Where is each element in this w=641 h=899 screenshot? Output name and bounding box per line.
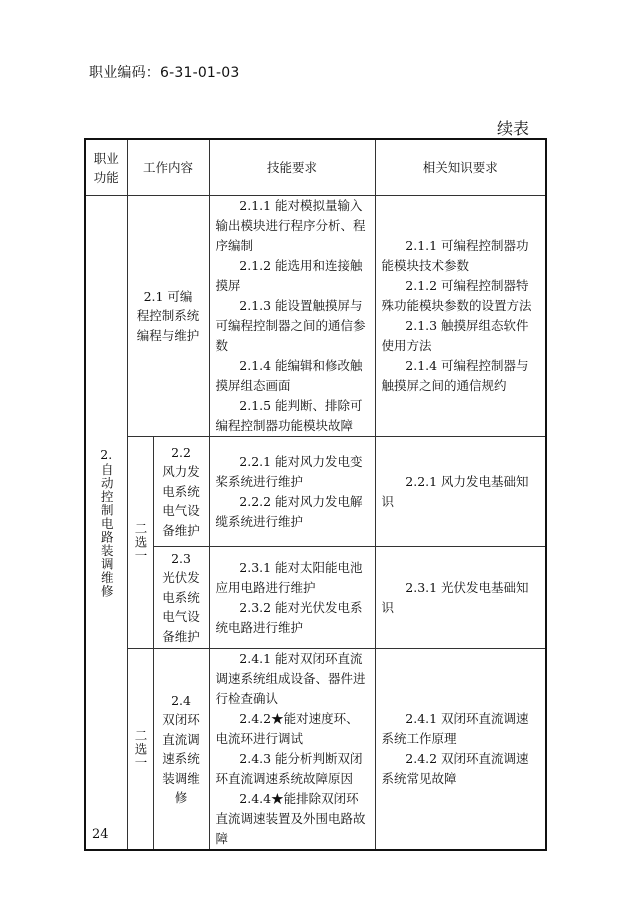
knowledge-item: 2.1.4 可编程控制器与触摸屏之间的通信规约 (381, 358, 529, 393)
knowledge-cell (375, 196, 546, 437)
skill-item: 2.4.3 能分析判断双闭环直流调速系统故障原因 (215, 751, 363, 786)
content-line: 编程与维护 (136, 327, 200, 343)
skill-item: 2.1.2 能选用和连接触摸屏 (215, 258, 363, 293)
content-text (154, 691, 209, 808)
choose-one-cell (127, 649, 153, 851)
knowledge-cell (375, 547, 546, 649)
skills-text (210, 558, 375, 638)
skill-item: 2.3.1 能对太阳能电池应用电路进行维护 (215, 559, 363, 595)
function-cell (85, 196, 127, 851)
page-number: 24 (92, 827, 109, 842)
content-line: 2.1 可编 (143, 288, 193, 304)
content-cell (153, 547, 209, 649)
function-name: 自动控制电路装调维修 (99, 463, 115, 598)
content-line: 2.4 (171, 692, 191, 708)
content-line: 双闭环 (162, 712, 200, 727)
content-line: 装调维 (162, 770, 200, 786)
choose-one-cell (127, 437, 153, 649)
content-line: 速系统 (162, 751, 200, 766)
content-line: 风力发 (162, 464, 200, 480)
knowledge-item: 2.4.1 双闭环直流调速系统工作原理 (381, 711, 529, 746)
knowledge-text (376, 472, 546, 512)
content-cell (127, 196, 209, 437)
knowledge-text (376, 236, 546, 396)
knowledge-item: 2.1.3 触摸屏组态软件使用方法 (381, 318, 529, 353)
skills-cell (209, 649, 375, 851)
header-content: 工作内容 (127, 139, 209, 196)
content-line: 备维护 (162, 522, 200, 538)
content-cell (153, 437, 209, 547)
choose-one-label: 二选一 (133, 728, 148, 770)
content-text (154, 549, 209, 647)
skills-table (84, 138, 547, 851)
content-line: 备维护 (162, 628, 200, 644)
content-cell (153, 649, 209, 851)
skills-cell (209, 547, 375, 649)
skill-item: 2.2.1 能对风力发电变桨系统进行维护 (215, 453, 363, 489)
knowledge-item: 2.3.1 光伏发电基础知识 (381, 579, 529, 615)
header-skills: 技能要求 (209, 139, 375, 196)
skill-item: 2.4.4★能排除双闭环直流调速装置及外围电路故障 (215, 791, 366, 846)
content-line: 2.2 (171, 444, 191, 460)
skill-item: 2.3.2 能对光伏发电系统电路进行维护 (215, 599, 363, 635)
skill-item: 2.2.2 能对风力发电解缆系统进行维护 (215, 493, 363, 529)
skill-item: 2.1.3 能设置触摸屏与可编程控制器之间的通信参数 (215, 298, 366, 353)
knowledge-item: 2.1.1 可编程控制器功能模块技术参数 (381, 238, 529, 273)
content-line: 2.3 (171, 550, 191, 566)
skill-item: 2.4.2★能对速度环、电流环进行调试 (215, 711, 359, 746)
table-row (85, 649, 546, 851)
continued-label: 续表 (497, 119, 530, 138)
skills-text (210, 649, 375, 849)
header-knowledge: 相关知识要求 (375, 139, 546, 196)
header-function: 职业 功能 (85, 139, 127, 196)
knowledge-text (376, 709, 546, 789)
skill-item: 2.1.4 能编辑和修改触摸屏组态画面 (215, 358, 363, 393)
function-number: 2. (100, 447, 113, 462)
skill-item: 2.4.1 能对双闭环直流调速系统组成设备、器件进行检查确认 (215, 651, 366, 706)
skills-cell (209, 196, 375, 437)
content-line: 电气设 (162, 609, 200, 625)
skills-text (210, 196, 375, 436)
table-row (85, 547, 546, 649)
content-line: 程控制系统 (136, 308, 200, 324)
knowledge-cell (375, 437, 546, 547)
content-line: 电气设 (162, 503, 200, 519)
table-row (85, 437, 546, 547)
skill-item: 2.1.1 能对模拟量输入输出模块进行程序分析、程序编制 (215, 198, 366, 253)
table-header-row (85, 139, 546, 196)
knowledge-item: 2.4.2 双闭环直流调速系统常见故障 (381, 751, 529, 786)
content-line: 电系统 (162, 589, 200, 605)
content-text (154, 443, 209, 541)
content-text (128, 287, 209, 346)
occupation-code: 职业编码：6-31-01-03 (89, 65, 240, 81)
content-line: 电系统 (162, 483, 200, 499)
content-line: 直流调 (162, 731, 200, 747)
skill-item: 2.1.5 能判断、排除可编程控制器功能模块故障 (215, 398, 363, 433)
content-line: 光伏发 (162, 570, 200, 586)
table-row (85, 196, 546, 437)
content-line: 修 (174, 790, 188, 805)
skills-cell (209, 437, 375, 547)
knowledge-cell (375, 649, 546, 851)
choose-one-label: 二选一 (133, 522, 148, 563)
knowledge-text (376, 578, 546, 618)
knowledge-item: 2.1.2 可编程控制器特殊功能模块参数的设置方法 (381, 278, 532, 313)
knowledge-item: 2.2.1 风力发电基础知识 (381, 473, 529, 509)
skills-text (210, 452, 375, 532)
